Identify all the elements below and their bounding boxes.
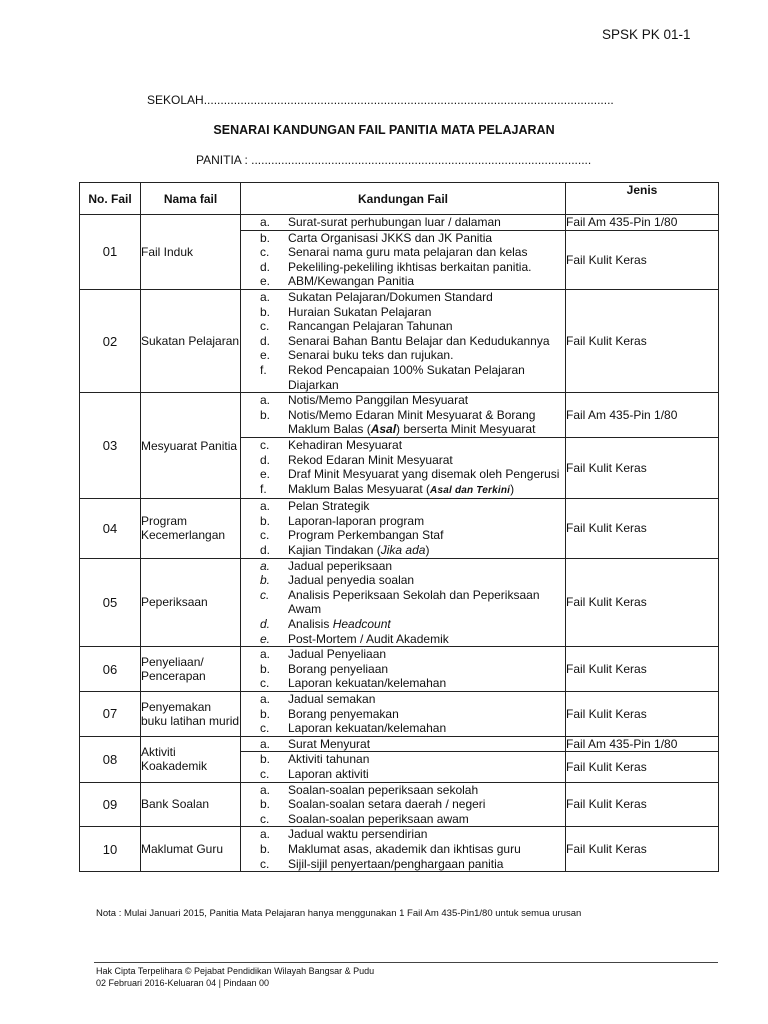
item-letter: a.: [260, 499, 271, 514]
item-text: [288, 721, 565, 736]
item-text: [288, 767, 565, 782]
list-item: [241, 573, 565, 588]
item-letter: c.: [260, 811, 270, 826]
list-item: [241, 752, 565, 767]
item-text: [288, 334, 565, 349]
item-text: [288, 260, 565, 275]
item-text: [288, 632, 565, 647]
table-row: [80, 647, 719, 692]
item-letter: b.: [260, 573, 271, 588]
footer-divider: [94, 962, 718, 963]
nota: Nota : Mulai Januari 2015, Panitia Mata Pelajaran hanya menggunakan 1 Fail Am 435-Pin1/80 untuk semua urusan: [96, 908, 582, 919]
item-letter: e.: [260, 348, 271, 363]
list-item: [241, 543, 565, 558]
item-letter: b.: [260, 661, 271, 676]
item-text: [288, 827, 565, 842]
item-text-main: Laporan aktiviti: [288, 766, 369, 781]
item-text: [288, 453, 565, 468]
item-text-main: Rancangan Pelajaran Tahunan: [288, 319, 453, 334]
list-item: [241, 617, 565, 632]
fail-number: 01: [80, 215, 141, 290]
list-item: [241, 692, 565, 707]
item-text-after: ): [425, 543, 430, 558]
fail-contents: [241, 736, 566, 752]
fail-number: 04: [80, 499, 141, 558]
table-header-row: [80, 183, 719, 215]
item-text: [288, 617, 565, 632]
item-letter: b.: [260, 752, 271, 767]
list-item: [241, 767, 565, 782]
item-letter: c.: [260, 766, 270, 781]
list-item: [241, 842, 565, 857]
item-text-main: Program Perkembangan Staf: [288, 528, 444, 543]
table-row: [80, 215, 719, 231]
item-letter: c.: [260, 587, 270, 602]
item-text-main: Sukatan Pelajaran/Dokumen Standard: [288, 289, 493, 304]
item-text: [288, 647, 565, 662]
list-item: [241, 797, 565, 812]
item-letter: d.: [260, 333, 271, 348]
list-item: [241, 305, 565, 320]
item-text-emphasis: Asal: [370, 422, 397, 437]
item-text: [288, 857, 565, 872]
table-row: [80, 499, 719, 558]
fail-contents: [241, 692, 566, 737]
item-letter: f.: [260, 481, 267, 496]
fail-name: Aktiviti Koakademik: [141, 736, 241, 782]
item-letter: d.: [260, 543, 271, 558]
item-text-main: Carta Organisasi JKKS dan JK Panitia: [288, 230, 493, 245]
item-text: [288, 499, 565, 514]
item-text-main: Draf Minit Mesyuarat yang disemak oleh Pengerusi: [288, 467, 560, 482]
fail-number: 10: [80, 827, 141, 872]
item-text-main: Kehadiran Mesyuarat: [288, 437, 403, 452]
list-item: [241, 588, 565, 617]
item-letter: e.: [260, 467, 271, 482]
fail-number: 08: [80, 736, 141, 782]
file-contents-table: [79, 182, 719, 872]
item-text-main: Analisis Peperiksaan Sekolah dan Peperiksaan Awam: [288, 587, 540, 617]
item-letter: c.: [260, 319, 270, 334]
item-text-main: Pekeliling-pekeliling ikhtisas berkaitan panitia.: [288, 259, 532, 274]
item-letter: c.: [260, 528, 270, 543]
item-letter: e.: [260, 274, 271, 289]
item-letter: d.: [260, 617, 271, 632]
fail-type: Fail Kulit Keras: [566, 558, 719, 647]
item-letter: a.: [260, 782, 271, 797]
footer-copyright: Hak Cipta Terpelihara © Pejabat Pendidikan Wilayah Bangsar & Pudu: [96, 966, 375, 976]
item-letter: a.: [260, 393, 271, 408]
footer-revision: 02 Februari 2016-Keluaran 04 | Pindaan 00: [96, 978, 269, 988]
item-text: [288, 363, 565, 392]
item-text: [288, 588, 565, 617]
item-text: [288, 305, 565, 320]
item-text-main: Soalan-soalan setara daerah / negeri: [288, 797, 486, 812]
item-text: [288, 662, 565, 677]
item-text: [288, 274, 565, 289]
item-text-emphasis: Headcount: [332, 617, 391, 632]
fail-type: Fail Kulit Keras: [566, 647, 719, 692]
item-letter: b.: [260, 407, 271, 422]
item-text-main: Aktiviti tahunan: [288, 752, 370, 767]
item-text-main: Post-Mortem / Audit Akademik: [288, 631, 449, 646]
list-item: [241, 215, 565, 230]
item-text: [288, 348, 565, 363]
item-text-main: Huraian Sukatan Pelajaran: [288, 304, 432, 319]
item-text: [288, 467, 565, 482]
fail-type: Fail Kulit Keras: [566, 692, 719, 737]
page-title: SENARAI KANDUNGAN FAIL PANITIA MATA PELAJARAN: [213, 123, 555, 137]
item-text-main: Analisis: [288, 617, 333, 632]
item-text-main: Jadual penyedia soalan: [288, 573, 415, 588]
fail-contents: [241, 752, 566, 782]
item-text: [288, 676, 565, 691]
item-text: [288, 812, 565, 827]
item-letter: a.: [260, 692, 271, 706]
item-letter: a.: [260, 558, 271, 573]
list-item: [241, 676, 565, 691]
fail-type: Fail Am 435-Pin 1/80: [566, 215, 719, 231]
item-letter: a.: [260, 827, 271, 842]
item-text-main: Jadual Penyeliaan: [288, 647, 387, 662]
item-text-main: Jadual peperiksaan: [288, 558, 393, 573]
list-item: [241, 827, 565, 842]
table-body: [80, 215, 719, 872]
fail-contents: [241, 827, 566, 872]
fail-number: 05: [80, 558, 141, 647]
item-text: [288, 559, 565, 574]
item-text-main: Borang penyeliaan: [288, 661, 389, 676]
item-text-main: Senarai Bahan Bantu Belajar dan Kedudukannya: [288, 333, 550, 348]
item-text-main: Borang penyemakan: [288, 706, 399, 721]
fail-name: Fail Induk: [141, 215, 241, 290]
item-letter: a.: [260, 736, 271, 751]
fail-contents: [241, 393, 566, 438]
fail-type: Fail Kulit Keras: [566, 289, 719, 392]
table-row: [80, 827, 719, 872]
fail-number: 03: [80, 393, 141, 499]
item-text: [288, 408, 565, 437]
item-text-main: Notis/Memo Edaran Minit Mesyuarat & Borang Maklum Balas (: [288, 407, 536, 437]
item-text-main: Soalan-soalan peperiksaan awam: [288, 811, 469, 826]
fail-name: Sukatan Pelajaran: [141, 289, 241, 392]
list-item: [241, 721, 565, 736]
item-text: [288, 783, 565, 798]
item-text: [288, 707, 565, 722]
sekolah-line: SEKOLAH...........................................................................................................................: [147, 93, 614, 107]
item-text: [288, 797, 565, 812]
list-item: [241, 857, 565, 872]
list-item: [241, 632, 565, 647]
fail-name: Penyeliaan/ Pencerapan: [141, 647, 241, 692]
item-text: [288, 752, 565, 767]
item-text: [288, 319, 565, 334]
fail-contents: [241, 215, 566, 231]
item-text-main: Maklumat asas, akademik dan ikhtisas guru: [288, 841, 521, 856]
header-kandungan-fail: Kandungan Fail: [241, 183, 566, 215]
item-text-main: Kajian Tindakan (: [288, 543, 381, 558]
list-item: [241, 559, 565, 574]
list-item: [241, 707, 565, 722]
fail-type: Fail Kulit Keras: [566, 752, 719, 782]
fail-name: Penyemakan buku latihan murid: [141, 692, 241, 737]
header-jenis: Jenis: [566, 183, 719, 215]
item-letter: b.: [260, 304, 271, 319]
document-code: SPSK PK 01-1: [602, 27, 691, 42]
fail-number: 06: [80, 647, 141, 692]
item-text: [288, 245, 565, 260]
fail-contents: [241, 230, 566, 289]
header-no-fail: No. Fail: [80, 183, 141, 215]
item-letter: c.: [260, 245, 270, 260]
item-text-main: Soalan-soalan peperiksaan sekolah: [288, 782, 479, 797]
list-item: [241, 499, 565, 514]
item-text-main: Maklum Balas Mesyuarat (: [288, 481, 431, 496]
fail-contents: [241, 289, 566, 392]
item-letter: e.: [260, 631, 271, 646]
item-text-main: Surat-surat perhubungan luar / dalaman: [288, 215, 501, 229]
item-letter: f.: [260, 362, 267, 377]
item-text: [288, 482, 565, 499]
list-item: [241, 260, 565, 275]
item-text: [288, 290, 565, 305]
header-nama-fail: Nama fail: [141, 183, 241, 215]
item-text-main: Notis/Memo Panggilan Mesyuarat: [288, 393, 469, 408]
item-text-main: Laporan-laporan program: [288, 513, 425, 528]
fail-contents: [241, 437, 566, 498]
item-text: [288, 231, 565, 246]
fail-type: Fail Kulit Keras: [566, 437, 719, 498]
item-text: [288, 573, 565, 588]
list-item: [241, 783, 565, 798]
table-row: [80, 558, 719, 647]
list-item: [241, 528, 565, 543]
list-item: [241, 348, 565, 363]
item-letter: b.: [260, 706, 271, 721]
fail-contents: [241, 782, 566, 827]
item-letter: a.: [260, 647, 271, 662]
item-letter: b.: [260, 230, 271, 245]
list-item: [241, 334, 565, 349]
item-text-after: ) berserta Minit Mesyuarat: [396, 422, 536, 437]
item-letter: c.: [260, 856, 270, 871]
item-text-main: ABM/Kewangan Panitia: [288, 274, 415, 289]
list-item: [241, 453, 565, 468]
list-item: [241, 290, 565, 305]
item-text-main: Jadual semakan: [288, 692, 376, 706]
item-text-main: Sijil-sijil penyertaan/penghargaan panitia: [288, 856, 504, 871]
list-item: [241, 231, 565, 246]
item-letter: a.: [260, 215, 271, 229]
fail-number: 09: [80, 782, 141, 827]
list-item: [241, 647, 565, 662]
item-text-main: Laporan kekuatan/kelemahan: [288, 721, 447, 736]
item-text: [288, 842, 565, 857]
fail-type: Fail Kulit Keras: [566, 782, 719, 827]
item-text: [288, 692, 565, 707]
item-text-emphasis: Asal dan Terkini: [430, 484, 511, 496]
list-item: [241, 482, 565, 499]
item-letter: b.: [260, 513, 271, 528]
fail-contents: [241, 558, 566, 647]
item-letter: a.: [260, 289, 271, 304]
list-item: [241, 245, 565, 260]
list-item: [241, 274, 565, 289]
list-item: [241, 393, 565, 408]
fail-number: 02: [80, 289, 141, 392]
list-item: [241, 812, 565, 827]
item-text: [288, 438, 565, 453]
list-item: [241, 467, 565, 482]
panitia-line: PANITIA : ......................................................................................................: [196, 153, 592, 167]
fail-name: Bank Soalan: [141, 782, 241, 827]
item-text-after: ): [510, 481, 515, 496]
fail-number: 07: [80, 692, 141, 737]
fail-name: Program Kecemerlangan: [141, 499, 241, 558]
table-row: [80, 289, 719, 392]
list-item: [241, 363, 565, 392]
item-text: [288, 737, 565, 752]
list-item: [241, 662, 565, 677]
fail-type: Fail Kulit Keras: [566, 499, 719, 558]
item-text-emphasis: Jika ada: [380, 543, 426, 558]
item-text-main: Senarai buku teks dan rujukan.: [288, 348, 454, 363]
fail-type: Fail Am 435-Pin 1/80: [566, 393, 719, 438]
item-letter: c.: [260, 437, 270, 452]
item-text-main: Rekod Edaran Minit Mesyuarat: [288, 452, 453, 467]
item-letter: c.: [260, 676, 270, 691]
fail-type: Fail Am 435-Pin 1/80: [566, 736, 719, 752]
item-text: [288, 543, 565, 558]
fail-type: Fail Kulit Keras: [566, 230, 719, 289]
item-text-main: Surat Menyurat: [288, 736, 371, 751]
fail-contents: [241, 647, 566, 692]
item-text: [288, 215, 565, 230]
list-item: [241, 438, 565, 453]
list-item: [241, 514, 565, 529]
fail-contents: [241, 499, 566, 558]
table-row: [80, 736, 719, 752]
list-item: [241, 737, 565, 752]
item-letter: b.: [260, 797, 271, 812]
list-item: [241, 408, 565, 437]
fail-name: Peperiksaan: [141, 558, 241, 647]
item-text-main: Jadual waktu persendirian: [288, 827, 428, 842]
item-text-main: Pelan Strategik: [288, 499, 370, 514]
item-letter: d.: [260, 259, 271, 274]
item-letter: b.: [260, 841, 271, 856]
fail-name: Mesyuarat Panitia: [141, 393, 241, 499]
item-text: [288, 514, 565, 529]
list-item: [241, 319, 565, 334]
item-text-main: Senarai nama guru mata pelajaran dan kelas: [288, 245, 528, 260]
item-letter: d.: [260, 452, 271, 467]
item-text: [288, 393, 565, 408]
table-row: [80, 393, 719, 438]
fail-type: Fail Kulit Keras: [566, 827, 719, 872]
item-text-main: Laporan kekuatan/kelemahan: [288, 676, 447, 691]
fail-name: Maklumat Guru: [141, 827, 241, 872]
item-letter: c.: [260, 721, 270, 736]
table-row: [80, 782, 719, 827]
item-text-main: Rekod Pencapaian 100% Sukatan Pelajaran Diajarkan: [288, 362, 525, 392]
item-text: [288, 528, 565, 543]
table-row: [80, 692, 719, 737]
